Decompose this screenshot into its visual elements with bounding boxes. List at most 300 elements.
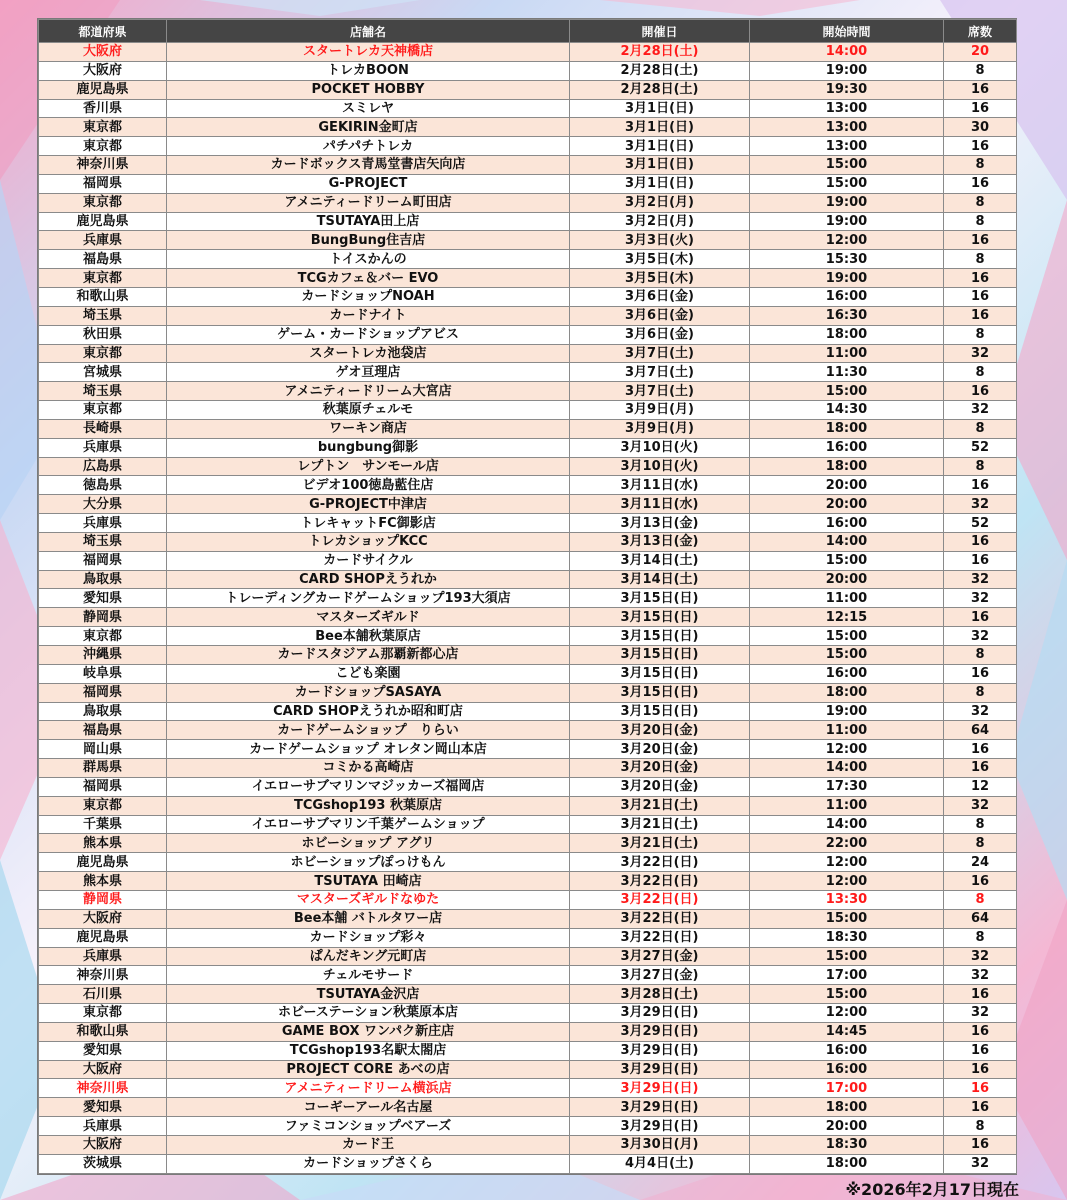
table-row [39, 514, 1017, 533]
table-row [39, 740, 1017, 759]
prefecture-cell: 宮城県 [39, 363, 167, 382]
table-row [39, 61, 1017, 80]
seats-cell: 32 [944, 966, 1017, 985]
date-cell: 3月27日(金) [570, 966, 750, 985]
store-name-cell: ホビーショップぽっけもん [167, 853, 570, 872]
seats-cell: 16 [944, 306, 1017, 325]
date-cell: 3月21日(土) [570, 815, 750, 834]
table-row [39, 683, 1017, 702]
start-time-cell: 14:00 [750, 43, 944, 62]
date-cell: 3月15日(日) [570, 608, 750, 627]
header-start-time: 開始時間 [750, 20, 944, 43]
as-of-date-note: ※2026年2月17日現在 [845, 1180, 1019, 1199]
start-time-cell: 12:00 [750, 740, 944, 759]
prefecture-cell: 愛知県 [39, 589, 167, 608]
prefecture-cell: 福島県 [39, 250, 167, 269]
store-name-cell: GAME BOX ワンパク新庄店 [167, 1022, 570, 1041]
store-name-cell: イエローサブマリン千葉ゲームショップ [167, 815, 570, 834]
prefecture-cell: 福島県 [39, 721, 167, 740]
seats-cell: 16 [944, 608, 1017, 627]
start-time-cell: 12:00 [750, 853, 944, 872]
prefecture-cell: 愛知県 [39, 1041, 167, 1060]
seats-cell: 64 [944, 909, 1017, 928]
date-cell: 3月11日(水) [570, 476, 750, 495]
start-time-cell: 17:00 [750, 966, 944, 985]
prefecture-cell: 福岡県 [39, 777, 167, 796]
seats-cell: 16 [944, 99, 1017, 118]
table-row [39, 363, 1017, 382]
start-time-cell: 15:00 [750, 985, 944, 1004]
seats-cell: 8 [944, 61, 1017, 80]
seats-cell: 8 [944, 419, 1017, 438]
date-cell: 3月14日(土) [570, 570, 750, 589]
prefecture-cell: 東京都 [39, 118, 167, 137]
store-name-cell: マスターズギルドなゆた [167, 890, 570, 909]
store-name-cell: ファミコンショップベアーズ [167, 1117, 570, 1136]
prefecture-cell: 和歌山県 [39, 287, 167, 306]
seats-cell: 8 [944, 928, 1017, 947]
prefecture-cell: 茨城県 [39, 1154, 167, 1173]
prefecture-cell: 静岡県 [39, 890, 167, 909]
store-name-cell: スタートレカ天神橋店 [167, 43, 570, 62]
prefecture-cell: 鳥取県 [39, 702, 167, 721]
seats-cell: 8 [944, 325, 1017, 344]
seats-cell: 52 [944, 514, 1017, 533]
table-row [39, 1004, 1017, 1023]
table-row [39, 80, 1017, 99]
seats-cell: 8 [944, 250, 1017, 269]
date-cell: 2月28日(土) [570, 43, 750, 62]
seats-cell: 16 [944, 382, 1017, 401]
table-row [39, 457, 1017, 476]
store-name-cell: チェルモサード [167, 966, 570, 985]
prefecture-cell: 鹿児島県 [39, 80, 167, 99]
seats-cell: 8 [944, 156, 1017, 175]
prefecture-cell: 秋田県 [39, 325, 167, 344]
table-row [39, 1060, 1017, 1079]
start-time-cell: 18:00 [750, 683, 944, 702]
seats-cell: 8 [944, 457, 1017, 476]
seats-cell: 16 [944, 80, 1017, 99]
date-cell: 3月14日(土) [570, 551, 750, 570]
table-row [39, 1117, 1017, 1136]
prefecture-cell: 兵庫県 [39, 438, 167, 457]
prefecture-cell: 東京都 [39, 796, 167, 815]
table-row [39, 118, 1017, 137]
table-row [39, 664, 1017, 683]
store-name-cell: カードサイクル [167, 551, 570, 570]
seats-cell: 8 [944, 1117, 1017, 1136]
date-cell: 3月6日(金) [570, 306, 750, 325]
header-date: 開催日 [570, 20, 750, 43]
store-name-cell: スタートレカ池袋店 [167, 344, 570, 363]
store-name-cell: カードゲームショップ オレタン岡山本店 [167, 740, 570, 759]
table-row [39, 890, 1017, 909]
store-name-cell: アメニティードリーム町田店 [167, 193, 570, 212]
store-name-cell: トレーディングカードゲームショップ193大須店 [167, 589, 570, 608]
seats-cell: 16 [944, 740, 1017, 759]
start-time-cell: 14:00 [750, 815, 944, 834]
table-row [39, 909, 1017, 928]
seats-cell: 16 [944, 174, 1017, 193]
store-name-cell: カードショップNOAH [167, 287, 570, 306]
start-time-cell: 18:00 [750, 325, 944, 344]
prefecture-cell: 神奈川県 [39, 156, 167, 175]
schedule-table [38, 19, 1017, 1174]
table-row [39, 1022, 1017, 1041]
prefecture-cell: 広島県 [39, 457, 167, 476]
table-row [39, 438, 1017, 457]
seats-cell: 8 [944, 212, 1017, 231]
seats-cell: 16 [944, 231, 1017, 250]
table-row [39, 212, 1017, 231]
start-time-cell: 16:00 [750, 1041, 944, 1060]
store-name-cell: カードボックス青馬堂書店矢向店 [167, 156, 570, 175]
table-row [39, 570, 1017, 589]
start-time-cell: 18:00 [750, 1154, 944, 1173]
prefecture-cell: 石川県 [39, 985, 167, 1004]
seats-cell: 16 [944, 269, 1017, 288]
header-prefecture: 都道府県 [39, 20, 167, 43]
prefecture-cell: 東京都 [39, 1004, 167, 1023]
start-time-cell: 18:30 [750, 1135, 944, 1154]
prefecture-cell: 兵庫県 [39, 514, 167, 533]
store-name-cell: スミレヤ [167, 99, 570, 118]
seats-cell: 32 [944, 627, 1017, 646]
date-cell: 3月15日(日) [570, 702, 750, 721]
store-name-cell: TCGshop193 秋葉原店 [167, 796, 570, 815]
start-time-cell: 13:30 [750, 890, 944, 909]
seats-cell: 8 [944, 193, 1017, 212]
seats-cell: 8 [944, 363, 1017, 382]
store-name-cell: カードゲームショップ りらい [167, 721, 570, 740]
date-cell: 3月1日(日) [570, 118, 750, 137]
table-row [39, 325, 1017, 344]
date-cell: 3月9日(月) [570, 419, 750, 438]
date-cell: 3月15日(日) [570, 664, 750, 683]
seats-cell: 32 [944, 344, 1017, 363]
start-time-cell: 19:00 [750, 212, 944, 231]
date-cell: 3月5日(木) [570, 250, 750, 269]
prefecture-cell: 兵庫県 [39, 231, 167, 250]
table-row [39, 382, 1017, 401]
date-cell: 3月22日(日) [570, 909, 750, 928]
table-row [39, 815, 1017, 834]
store-name-cell: Bee本舗秋葉原店 [167, 627, 570, 646]
seats-cell: 32 [944, 401, 1017, 420]
date-cell: 3月1日(日) [570, 174, 750, 193]
prefecture-cell: 熊本県 [39, 834, 167, 853]
start-time-cell: 18:00 [750, 1098, 944, 1117]
store-name-cell: パチパチトレカ [167, 137, 570, 156]
seats-cell: 30 [944, 118, 1017, 137]
table-row [39, 1098, 1017, 1117]
table-body [39, 43, 1017, 1174]
start-time-cell: 20:00 [750, 495, 944, 514]
date-cell: 3月7日(土) [570, 344, 750, 363]
store-name-cell: TSUTAYA金沢店 [167, 985, 570, 1004]
seats-cell: 8 [944, 646, 1017, 665]
date-cell: 3月28日(土) [570, 985, 750, 1004]
prefecture-cell: 神奈川県 [39, 1079, 167, 1098]
seats-cell: 16 [944, 1098, 1017, 1117]
store-name-cell: ビデオ100徳島藍住店 [167, 476, 570, 495]
start-time-cell: 14:00 [750, 532, 944, 551]
store-name-cell: GEKIRIN金町店 [167, 118, 570, 137]
prefecture-cell: 徳島県 [39, 476, 167, 495]
date-cell: 3月22日(日) [570, 928, 750, 947]
table-row [39, 834, 1017, 853]
prefecture-cell: 岡山県 [39, 740, 167, 759]
date-cell: 3月21日(土) [570, 834, 750, 853]
date-cell: 3月29日(日) [570, 1041, 750, 1060]
store-name-cell: トレカBOON [167, 61, 570, 80]
table-row [39, 419, 1017, 438]
seats-cell: 32 [944, 702, 1017, 721]
start-time-cell: 22:00 [750, 834, 944, 853]
start-time-cell: 11:00 [750, 344, 944, 363]
start-time-cell: 14:30 [750, 401, 944, 420]
table-row [39, 985, 1017, 1004]
date-cell: 3月20日(金) [570, 777, 750, 796]
date-cell: 3月10日(火) [570, 457, 750, 476]
table-row [39, 193, 1017, 212]
seats-cell: 16 [944, 759, 1017, 778]
seats-cell: 24 [944, 853, 1017, 872]
date-cell: 3月20日(金) [570, 759, 750, 778]
prefecture-cell: 東京都 [39, 627, 167, 646]
seats-cell: 16 [944, 137, 1017, 156]
date-cell: 3月1日(日) [570, 99, 750, 118]
store-name-cell: TCGshop193名駅太閤店 [167, 1041, 570, 1060]
store-name-cell: G-PROJECT [167, 174, 570, 193]
date-cell: 3月2日(月) [570, 212, 750, 231]
store-name-cell: PROJECT CORE あべの店 [167, 1060, 570, 1079]
start-time-cell: 16:00 [750, 514, 944, 533]
prefecture-cell: 鹿児島県 [39, 853, 167, 872]
start-time-cell: 15:30 [750, 250, 944, 269]
store-name-cell: Bee本舗 バトルタワー店 [167, 909, 570, 928]
start-time-cell: 12:15 [750, 608, 944, 627]
date-cell: 3月15日(日) [570, 589, 750, 608]
prefecture-cell: 大阪府 [39, 1060, 167, 1079]
start-time-cell: 16:00 [750, 1060, 944, 1079]
date-cell: 2月28日(土) [570, 80, 750, 99]
prefecture-cell: 福岡県 [39, 551, 167, 570]
start-time-cell: 18:00 [750, 457, 944, 476]
table-row [39, 306, 1017, 325]
start-time-cell: 13:00 [750, 137, 944, 156]
date-cell: 3月15日(日) [570, 646, 750, 665]
date-cell: 3月22日(日) [570, 890, 750, 909]
table-row [39, 156, 1017, 175]
prefecture-cell: 東京都 [39, 344, 167, 363]
store-name-cell: ゲーム・カードショップアビス [167, 325, 570, 344]
prefecture-cell: 東京都 [39, 193, 167, 212]
start-time-cell: 19:00 [750, 61, 944, 80]
schedule-table-container [37, 18, 1017, 1175]
store-name-cell: CARD SHOPえうれか昭和町店 [167, 702, 570, 721]
prefecture-cell: 静岡県 [39, 608, 167, 627]
table-row [39, 551, 1017, 570]
table-row [39, 495, 1017, 514]
start-time-cell: 13:00 [750, 99, 944, 118]
store-name-cell: POCKET HOBBY [167, 80, 570, 99]
prefecture-cell: 大阪府 [39, 1135, 167, 1154]
start-time-cell: 15:00 [750, 646, 944, 665]
prefecture-cell: 岐阜県 [39, 664, 167, 683]
store-name-cell: トレカショップKCC [167, 532, 570, 551]
header-seats: 席数 [944, 20, 1017, 43]
table-row [39, 287, 1017, 306]
start-time-cell: 20:00 [750, 476, 944, 495]
seats-cell: 8 [944, 683, 1017, 702]
date-cell: 3月29日(日) [570, 1004, 750, 1023]
table-row [39, 777, 1017, 796]
table-row [39, 269, 1017, 288]
table-row [39, 589, 1017, 608]
prefecture-cell: 神奈川県 [39, 966, 167, 985]
start-time-cell: 18:30 [750, 928, 944, 947]
date-cell: 3月10日(火) [570, 438, 750, 457]
prefecture-cell: 長崎県 [39, 419, 167, 438]
store-name-cell: レプトン サンモール店 [167, 457, 570, 476]
date-cell: 3月15日(日) [570, 683, 750, 702]
table-row [39, 99, 1017, 118]
store-name-cell: TSUTAYA田上店 [167, 212, 570, 231]
prefecture-cell: 鹿児島県 [39, 928, 167, 947]
table-row [39, 853, 1017, 872]
table-row [39, 627, 1017, 646]
date-cell: 4月4日(土) [570, 1154, 750, 1173]
prefecture-cell: 和歌山県 [39, 1022, 167, 1041]
table-row [39, 231, 1017, 250]
seats-cell: 16 [944, 872, 1017, 891]
date-cell: 3月6日(金) [570, 287, 750, 306]
seats-cell: 8 [944, 815, 1017, 834]
start-time-cell: 20:00 [750, 1117, 944, 1136]
seats-cell: 32 [944, 589, 1017, 608]
start-time-cell: 11:00 [750, 721, 944, 740]
start-time-cell: 19:30 [750, 80, 944, 99]
seats-cell: 32 [944, 1004, 1017, 1023]
store-name-cell: アメニティードリーム大宮店 [167, 382, 570, 401]
prefecture-cell: 大阪府 [39, 909, 167, 928]
start-time-cell: 14:45 [750, 1022, 944, 1041]
seats-cell: 16 [944, 1135, 1017, 1154]
date-cell: 3月7日(土) [570, 363, 750, 382]
date-cell: 3月22日(日) [570, 872, 750, 891]
prefecture-cell: 鳥取県 [39, 570, 167, 589]
date-cell: 3月7日(土) [570, 382, 750, 401]
date-cell: 3月22日(日) [570, 853, 750, 872]
start-time-cell: 14:00 [750, 759, 944, 778]
date-cell: 3月29日(日) [570, 1022, 750, 1041]
start-time-cell: 13:00 [750, 118, 944, 137]
start-time-cell: 16:00 [750, 438, 944, 457]
seats-cell: 16 [944, 1041, 1017, 1060]
seats-cell: 16 [944, 664, 1017, 683]
date-cell: 3月29日(日) [570, 1060, 750, 1079]
store-name-cell: TSUTAYA 田崎店 [167, 872, 570, 891]
date-cell: 3月29日(日) [570, 1117, 750, 1136]
date-cell: 3月29日(日) [570, 1098, 750, 1117]
prefecture-cell: 埼玉県 [39, 306, 167, 325]
start-time-cell: 15:00 [750, 156, 944, 175]
seats-cell: 16 [944, 287, 1017, 306]
date-cell: 3月11日(水) [570, 495, 750, 514]
prefecture-cell: 熊本県 [39, 872, 167, 891]
seats-cell: 8 [944, 834, 1017, 853]
prefecture-cell: 埼玉県 [39, 532, 167, 551]
seats-cell: 32 [944, 570, 1017, 589]
seats-cell: 64 [944, 721, 1017, 740]
seats-cell: 20 [944, 43, 1017, 62]
table-row [39, 928, 1017, 947]
start-time-cell: 15:00 [750, 174, 944, 193]
store-name-cell: 秋葉原チェルモ [167, 401, 570, 420]
table-row [39, 174, 1017, 193]
seats-cell: 52 [944, 438, 1017, 457]
seats-cell: 16 [944, 476, 1017, 495]
seats-cell: 16 [944, 1060, 1017, 1079]
prefecture-cell: 兵庫県 [39, 1117, 167, 1136]
start-time-cell: 15:00 [750, 947, 944, 966]
table-row [39, 250, 1017, 269]
date-cell: 3月2日(月) [570, 193, 750, 212]
start-time-cell: 15:00 [750, 627, 944, 646]
start-time-cell: 19:00 [750, 193, 944, 212]
store-name-cell: ゲオ亘理店 [167, 363, 570, 382]
start-time-cell: 18:00 [750, 419, 944, 438]
store-name-cell: bungbung御影 [167, 438, 570, 457]
start-time-cell: 17:30 [750, 777, 944, 796]
table-row [39, 1154, 1017, 1173]
table-row [39, 796, 1017, 815]
store-name-cell: カードショップSASAYA [167, 683, 570, 702]
date-cell: 3月13日(金) [570, 532, 750, 551]
store-name-cell: マスターズギルド [167, 608, 570, 627]
store-name-cell: BungBung住吉店 [167, 231, 570, 250]
date-cell: 3月9日(月) [570, 401, 750, 420]
prefecture-cell: 東京都 [39, 401, 167, 420]
prefecture-cell: 大阪府 [39, 61, 167, 80]
date-cell: 3月3日(火) [570, 231, 750, 250]
start-time-cell: 12:00 [750, 872, 944, 891]
start-time-cell: 16:00 [750, 287, 944, 306]
store-name-cell: ワーキン商店 [167, 419, 570, 438]
table-row [39, 721, 1017, 740]
seats-cell: 32 [944, 495, 1017, 514]
table-row [39, 344, 1017, 363]
start-time-cell: 16:30 [750, 306, 944, 325]
store-name-cell: イエローサブマリンマジッカーズ福岡店 [167, 777, 570, 796]
table-row [39, 608, 1017, 627]
store-name-cell: TCGカフェ＆バー EVO [167, 269, 570, 288]
table-row [39, 137, 1017, 156]
store-name-cell: カードショップ彩々 [167, 928, 570, 947]
date-cell: 3月20日(金) [570, 740, 750, 759]
start-time-cell: 11:00 [750, 796, 944, 815]
table-row [39, 872, 1017, 891]
date-cell: 2月28日(土) [570, 61, 750, 80]
start-time-cell: 15:00 [750, 551, 944, 570]
table-header-row [39, 20, 1017, 43]
store-name-cell: カードスタジアム那覇新都心店 [167, 646, 570, 665]
store-name-cell: CARD SHOPえうれか [167, 570, 570, 589]
date-cell: 3月30日(月) [570, 1135, 750, 1154]
table-row [39, 702, 1017, 721]
